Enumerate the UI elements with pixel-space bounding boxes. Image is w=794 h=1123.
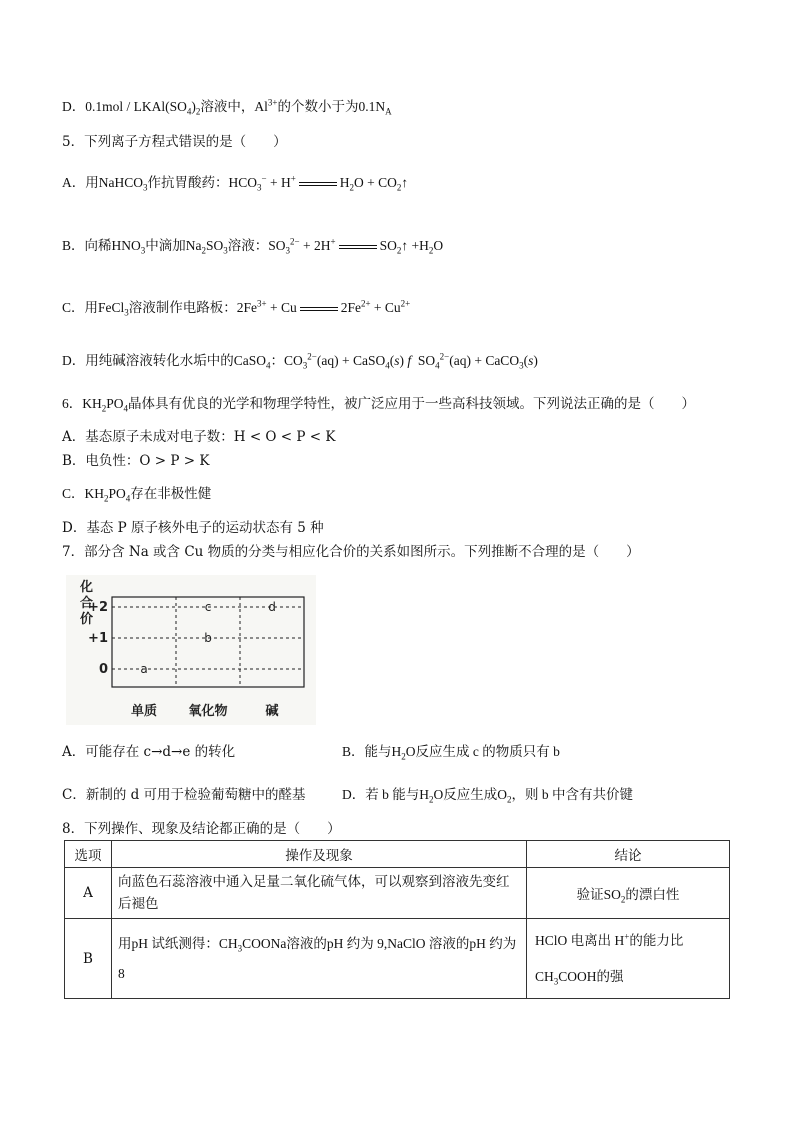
category-label: 碱 bbox=[265, 704, 279, 719]
q7-option-d: D．若 b 能与$H_2O$反应生成$O_2$，则 b 中含有共价键 bbox=[342, 787, 633, 805]
q6-option-d: D．基态 P 原子核外电子的运动状态有 5 种 bbox=[62, 520, 324, 536]
q5-option-a: A．用NaHCO$_3$作抗胃酸药：$HCO_3^- + H^+$ $H_2O$ + $CO_2↑$ bbox=[62, 173, 409, 193]
q8-table bbox=[64, 840, 730, 999]
y-tick-label: 0 bbox=[98, 662, 108, 677]
row-a-conclusion: 验证$SO_2$的漂白性 bbox=[527, 868, 730, 919]
table-row bbox=[65, 868, 730, 919]
q5-option-b: B．向稀$HNO_3$中滴加$Na_2SO_3$溶液：$SO_3^{2-} + 2H^+$ $SO_2↑ +H_2O$ bbox=[62, 236, 444, 256]
q7-option-b: B．能与$H_2O$反应生成 c 的物质只有 b bbox=[342, 744, 560, 762]
data-point-label: b bbox=[204, 631, 212, 645]
category-label: 单质 bbox=[130, 704, 158, 719]
table-row bbox=[65, 919, 730, 999]
q7-stem: 7．部分含 Na 或含 Cu 物质的分类与相应化合价的关系如图所示。下列推断不合理的是（ ） bbox=[62, 544, 640, 560]
q8-stem: 8．下列操作、现象及结论都正确的是（ ） bbox=[62, 821, 341, 837]
equals-arrow bbox=[300, 307, 338, 311]
y-tick-label: +1 bbox=[88, 631, 108, 646]
q6-option-a: A．基态原子未成对电子数：H < O < P < K bbox=[62, 429, 336, 445]
q5-stem: 5．下列离子方程式错误的是（ ） bbox=[62, 134, 287, 150]
q7-option-a: A．可能存在 c→d→e 的转化 bbox=[62, 744, 236, 760]
data-point-label: a bbox=[140, 662, 148, 676]
valence-chart-svg bbox=[66, 575, 316, 725]
header-option: 选项 bbox=[65, 841, 112, 868]
row-b-operation: 用pH 试纸测得：$CH_3COONa$溶液的pH 约为 9,NaClO 溶液的pH 约为 8 bbox=[112, 919, 527, 999]
row-b-conclusion: HClO 电离出 H+的能力比 $CH_3COOH$的强 bbox=[527, 919, 730, 999]
row-a-option: A bbox=[65, 868, 112, 919]
data-point-label: d bbox=[268, 600, 276, 614]
y-tick-label: +2 bbox=[88, 600, 108, 615]
header-conclusion: 结论 bbox=[527, 841, 730, 868]
q6-option-b: B．电负性：O > P > K bbox=[62, 453, 210, 469]
data-point-label: c bbox=[204, 600, 212, 614]
q5-option-d: D．用纯碱溶液转化水垢中的CaSO$_4$：$CO_3^{2-}(aq)$ + CaSO$_4$(s) f $SO_4^{2-}(aq)$ + CaCO$_3$(s) bbox=[62, 351, 538, 371]
header-operation: 操作及现象 bbox=[112, 841, 527, 868]
valence-chart bbox=[66, 575, 316, 725]
q6-option-c: C．$KH_2PO_4$存在非极性健 bbox=[62, 486, 212, 504]
q4-option-d: D．$0.1mol / LKAl(SO_4)_2$溶液中，$Al^{3+}$的个数小于为$0.1N_A$ bbox=[62, 97, 392, 117]
q5-option-c: C．用FeCl$_3$溶液制作电路板：$2Fe^{3+} + Cu$ $2Fe^{2+} + Cu^{2+}$ bbox=[62, 298, 411, 318]
q6-stem: 6．$KH_2PO_4$晶体具有优良的光学和物理学特性，被广泛应用于一些高科技领域。下列说法正确的是（ ） bbox=[62, 396, 696, 414]
ylabel-char-1: 化 bbox=[80, 580, 94, 595]
equals-arrow bbox=[339, 245, 377, 249]
row-a-operation: 向蓝色石蕊溶液中通入足量二氧化硫气体，可以观察到溶液先变红后褪色 bbox=[112, 868, 527, 919]
equals-arrow bbox=[299, 182, 337, 186]
row-b-option: B bbox=[65, 919, 112, 999]
q7-option-c: C．新制的 d 可用于检验葡萄糖中的醛基 bbox=[62, 787, 306, 803]
ylabel-char-3: 价 bbox=[80, 612, 94, 627]
table-header-row bbox=[65, 841, 730, 868]
category-label: 氧化物 bbox=[188, 704, 228, 719]
ylabel-char-2: 合 bbox=[80, 596, 94, 611]
